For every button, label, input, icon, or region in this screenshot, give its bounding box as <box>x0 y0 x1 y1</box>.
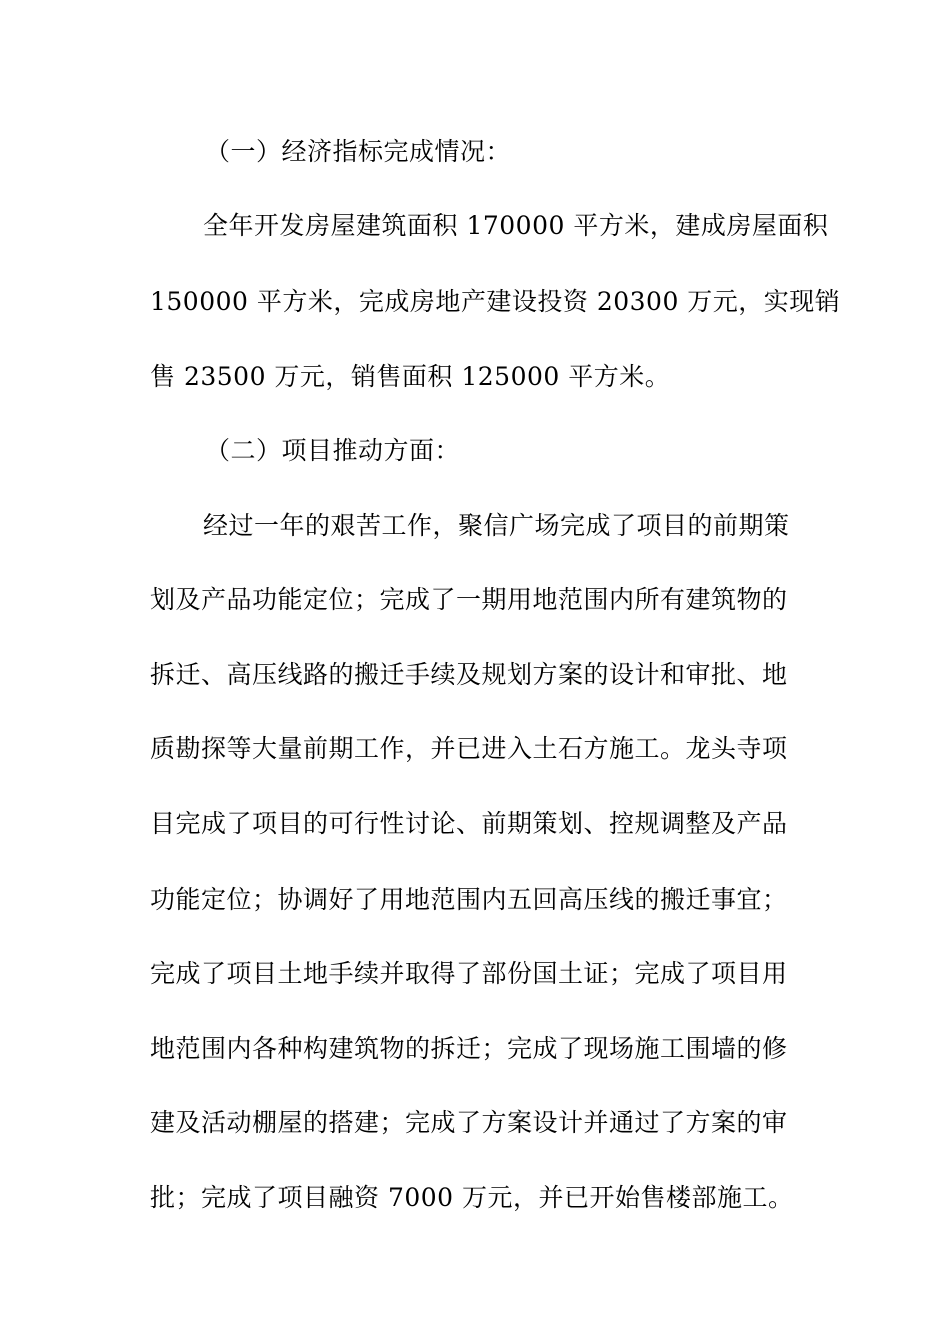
paragraph-line: 目完成了项目的可行性讨论、前期策划、控规调整及产品 <box>150 809 788 838</box>
section-heading-economic-indicators: （一）经济指标完成情况： <box>205 137 512 166</box>
paragraph-line: 批；完成了项目融资 7000 万元，并已开始售楼部施工。 <box>150 1183 794 1212</box>
paragraph-line: 功能定位；协调好了用地范围内五回高压线的搬迁事宜； <box>150 885 788 914</box>
paragraph-line: 全年开发房屋建筑面积 170000 平方米，建成房屋面积 <box>203 211 829 240</box>
section-heading-project-progress: （二）项目推动方面： <box>205 436 461 465</box>
paragraph-line: 拆迁、高压线路的搬迁手续及规划方案的设计和审批、地 <box>150 660 788 689</box>
paragraph-line: 地范围内各种构建筑物的拆迁；完成了现场施工围墙的修 <box>150 1034 788 1063</box>
paragraph-line: 售 23500 万元，销售面积 125000 平方米。 <box>150 362 671 391</box>
paragraph-line: 建及活动棚屋的搭建；完成了方案设计并通过了方案的审 <box>150 1108 788 1137</box>
paragraph-line: 划及产品功能定位；完成了一期用地范围内所有建筑物的 <box>150 585 788 614</box>
paragraph-line: 经过一年的艰苦工作，聚信广场完成了项目的前期策 <box>203 511 790 540</box>
paragraph-line: 150000 平方米，完成房地产建设投资 20300 万元，实现销 <box>150 287 841 316</box>
paragraph-line: 质勘探等大量前期工作，并已进入土石方施工。龙头寺项 <box>150 734 788 763</box>
paragraph-line: 完成了项目土地手续并取得了部份国土证；完成了项目用 <box>150 959 788 988</box>
